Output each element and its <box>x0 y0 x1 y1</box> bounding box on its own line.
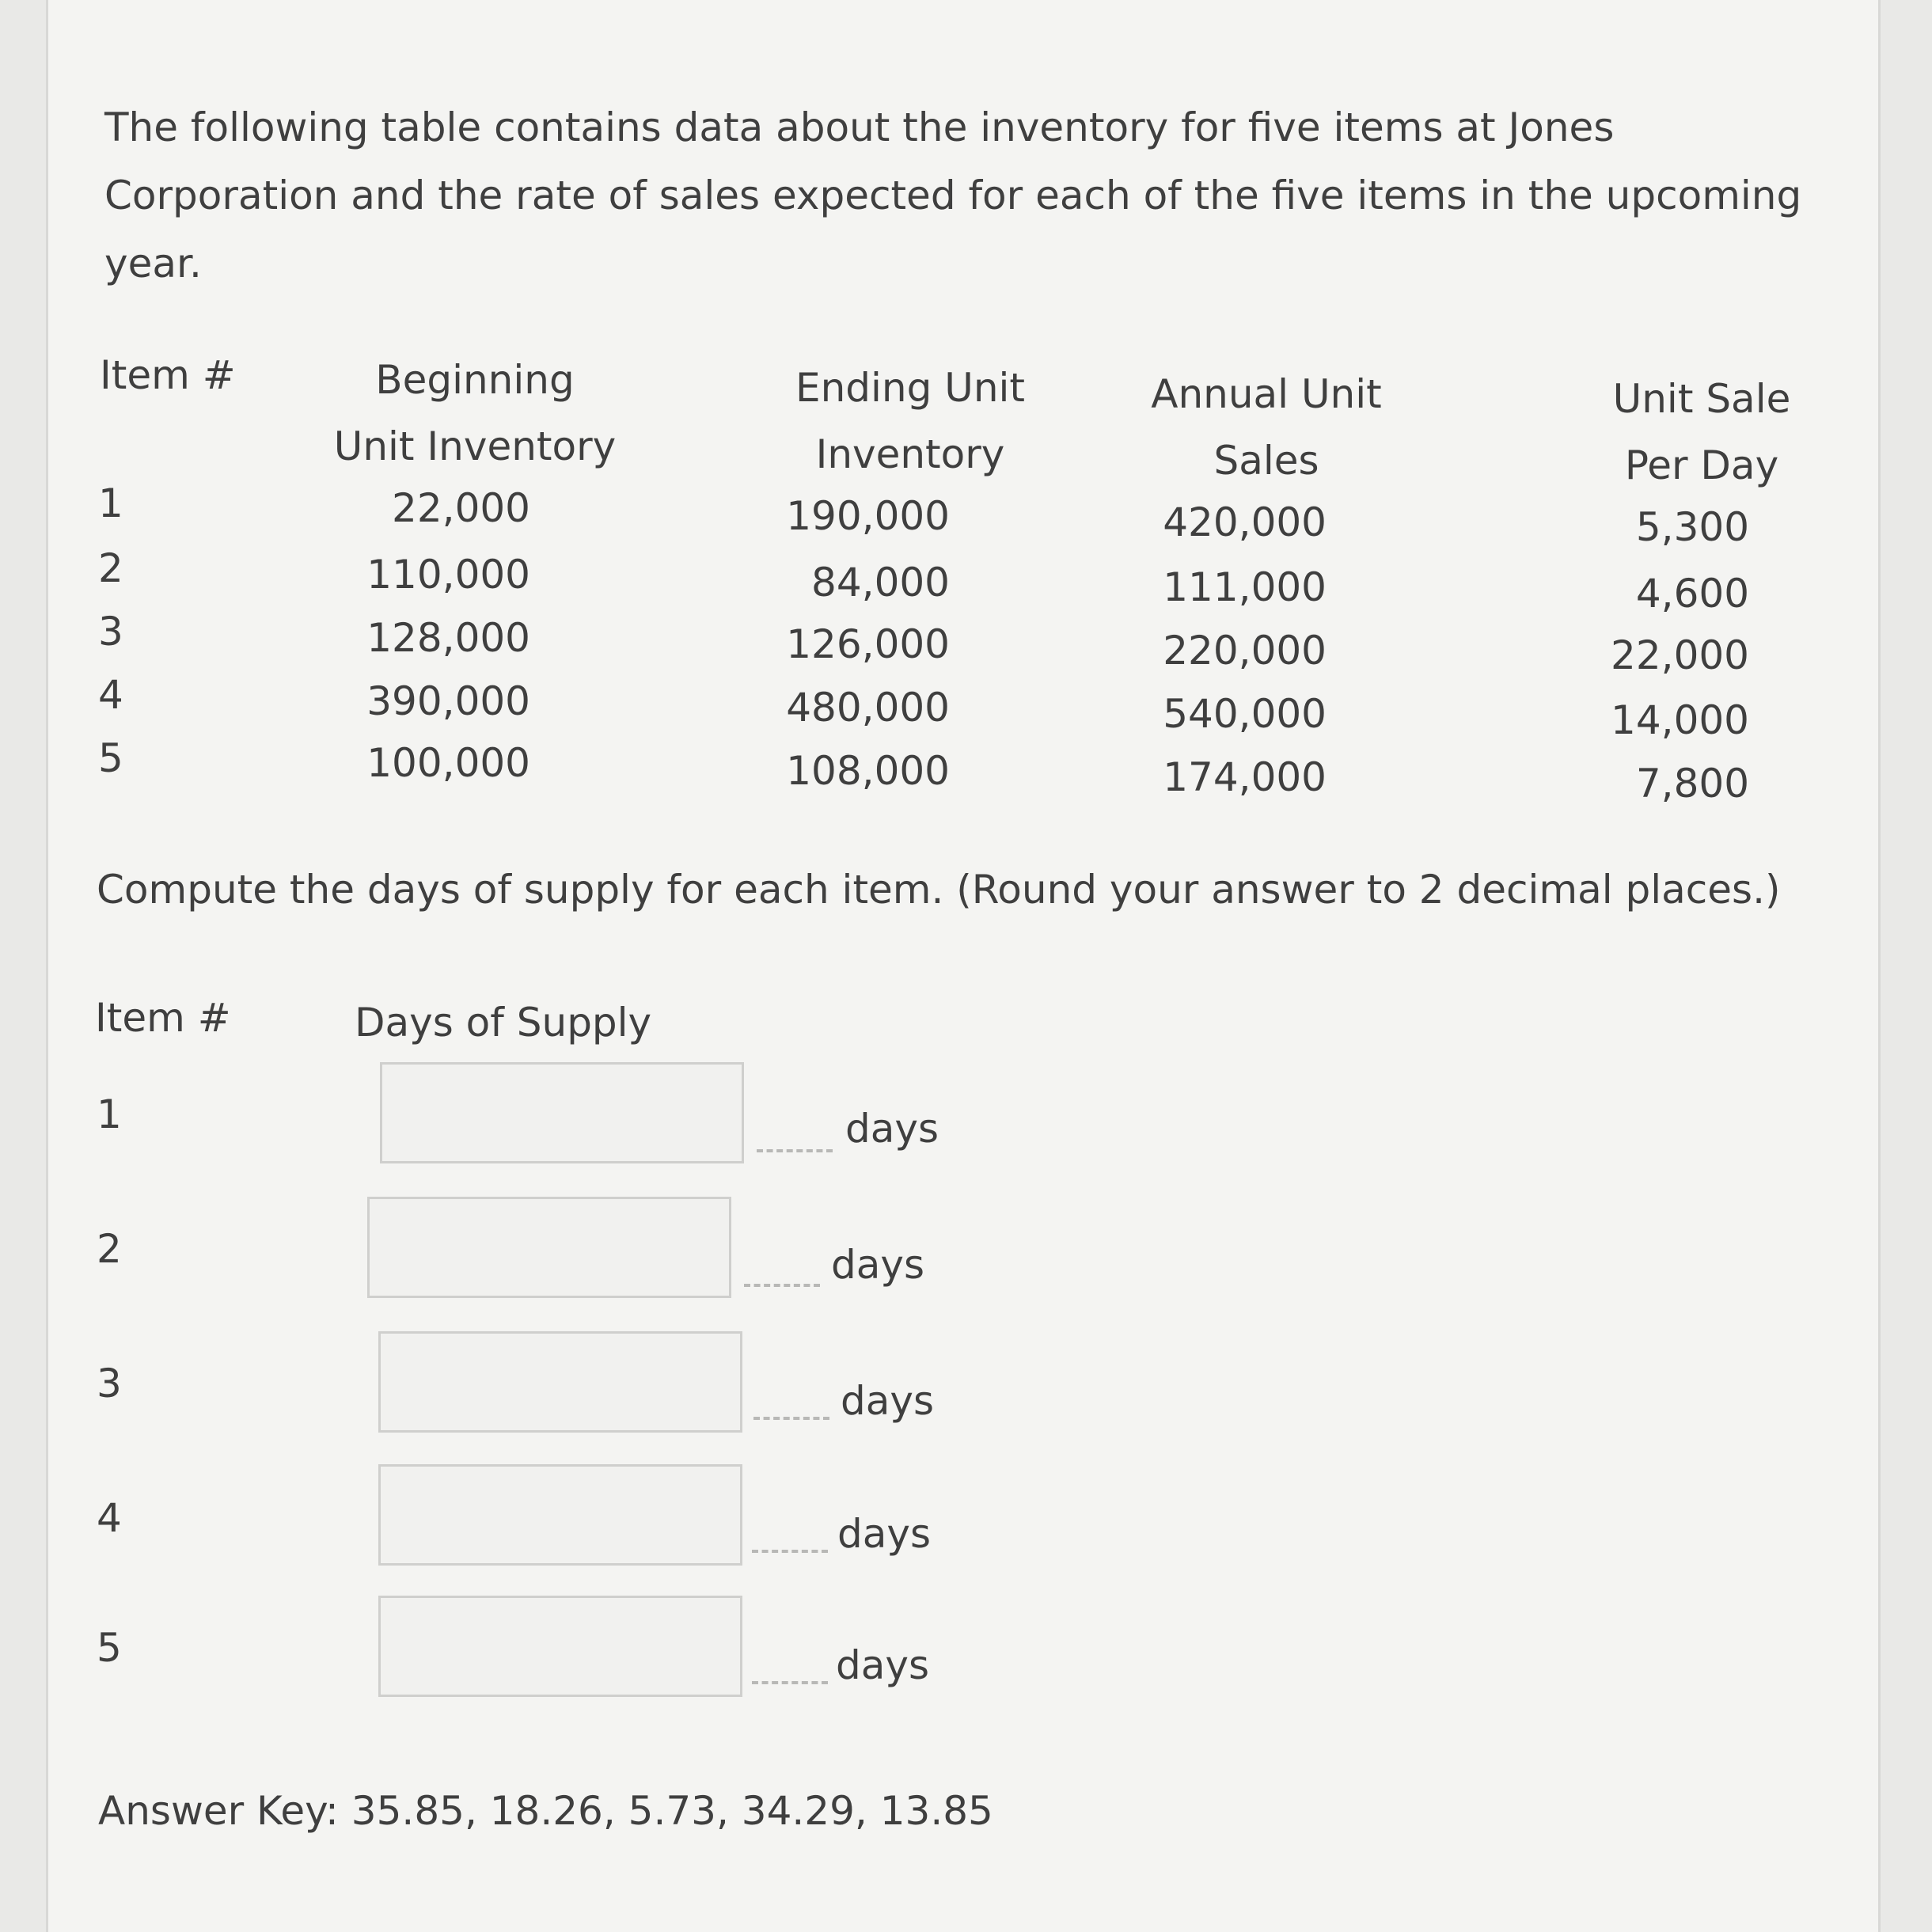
inventory-row-4-item: 4 <box>98 672 123 718</box>
inventory-row-1-perday: 5,300 <box>1635 504 1749 550</box>
days-of-supply-input-3[interactable] <box>378 1331 742 1433</box>
inventory-row-1-ending: 190,000 <box>786 493 950 539</box>
inventory-row-3-perday: 22,000 <box>1611 632 1749 678</box>
inventory-row-2-beginning: 110,000 <box>366 552 530 598</box>
inventory-row-1-annual: 420,000 <box>1163 499 1327 545</box>
inventory-header-annual-line1: Annual Unit <box>1151 371 1382 417</box>
answer-row-5-dash <box>752 1681 828 1684</box>
inventory-header-ending-line2: Inventory <box>815 431 1005 477</box>
inventory-row-5-item: 5 <box>98 735 123 781</box>
inventory-row-4-annual: 540,000 <box>1163 691 1327 737</box>
inventory-row-3-item: 3 <box>98 609 123 655</box>
days-of-supply-input-5[interactable] <box>378 1596 742 1697</box>
inventory-row-3-ending: 126,000 <box>786 621 950 667</box>
days-of-supply-input-2[interactable] <box>367 1197 731 1298</box>
inventory-row-1-beginning: 22,000 <box>392 485 530 531</box>
answer-row-3-unit: days <box>841 1378 935 1424</box>
answer-row-5-unit: days <box>836 1642 930 1688</box>
inventory-row-3-beginning: 128,000 <box>366 615 530 661</box>
inventory-header-perday-line2: Per Day <box>1624 442 1779 488</box>
answer-row-1-item: 1 <box>97 1091 122 1137</box>
inventory-row-2-annual: 111,000 <box>1163 564 1327 610</box>
answer-row-3-item: 3 <box>97 1361 122 1406</box>
inventory-row-4-beginning: 390,000 <box>366 678 530 724</box>
inventory-header-beginning-line1: Beginning <box>375 357 575 403</box>
inventory-row-5-beginning: 100,000 <box>366 740 530 786</box>
answer-header-days: Days of Supply <box>355 1000 652 1046</box>
inventory-row-5-perday: 7,800 <box>1635 761 1749 807</box>
answer-row-2-unit: days <box>831 1242 925 1288</box>
answer-row-1-dash <box>757 1149 833 1152</box>
answer-row-5-item: 5 <box>97 1625 122 1671</box>
answer-key-text: Answer Key: 35.85, 18.26, 5.73, 34.29, 13.85 <box>98 1788 993 1834</box>
inventory-header-item: Item # <box>100 352 236 398</box>
instruction-text: Compute the days of supply for each item. (Round your answer to 2 decimal places.) <box>97 867 1781 913</box>
inventory-header-beginning-line2: Unit Inventory <box>333 423 617 469</box>
inventory-row-2-item: 2 <box>98 545 123 591</box>
days-of-supply-input-1[interactable] <box>380 1062 744 1163</box>
days-of-supply-input-4[interactable] <box>378 1464 742 1566</box>
inventory-row-2-ending: 84,000 <box>811 560 950 605</box>
answer-header-item: Item # <box>95 995 231 1041</box>
answer-row-3-dash <box>753 1417 829 1420</box>
inventory-row-1-item: 1 <box>98 480 123 526</box>
inventory-header-perday-line1: Unit Sale <box>1612 376 1791 422</box>
inventory-row-5-ending: 108,000 <box>786 748 950 794</box>
inventory-row-4-ending: 480,000 <box>786 685 950 731</box>
inventory-row-3-annual: 220,000 <box>1163 628 1327 674</box>
answer-row-4-unit: days <box>837 1511 932 1557</box>
inventory-header-ending-line1: Ending Unit <box>795 365 1025 411</box>
inventory-row-5-annual: 174,000 <box>1163 754 1327 800</box>
intro-text: The following table contains data about the inventory for five items at Jones Corporation and the rate of sales expected for each of the five items in the upcoming year. <box>104 104 1802 287</box>
answer-row-1-unit: days <box>845 1106 939 1152</box>
inventory-header-annual-line2: Sales <box>1213 438 1319 484</box>
inventory-row-4-perday: 14,000 <box>1611 697 1749 743</box>
answer-row-2-dash <box>744 1284 820 1287</box>
answer-row-4-item: 4 <box>97 1495 122 1541</box>
answer-row-4-dash <box>752 1550 828 1553</box>
inventory-row-2-perday: 4,600 <box>1635 571 1749 617</box>
answer-row-2-item: 2 <box>97 1226 122 1272</box>
